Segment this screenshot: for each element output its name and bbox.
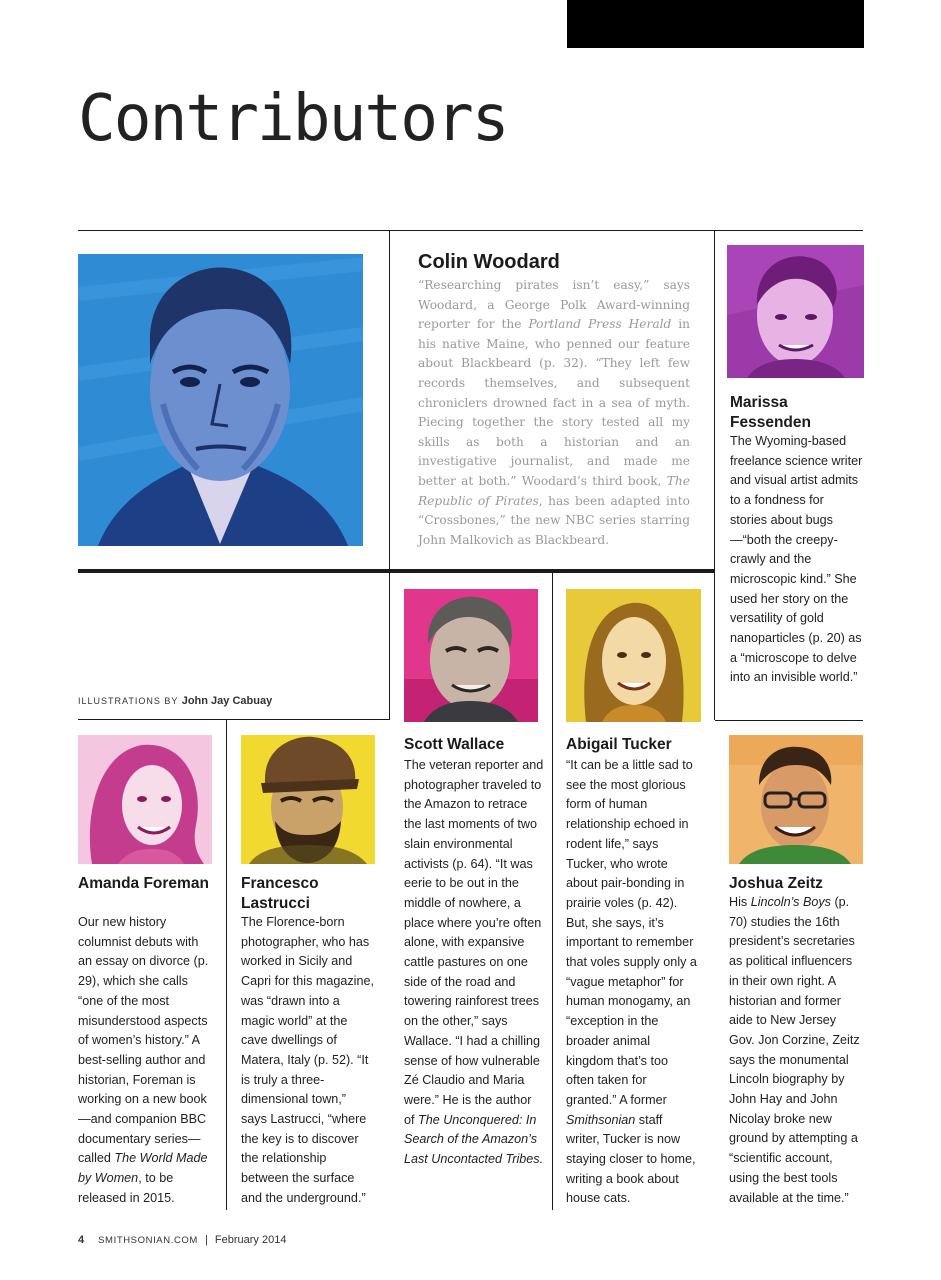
colin-woodard-portrait	[78, 254, 363, 546]
amanda-foreman-name: Amanda Foreman	[78, 875, 209, 892]
joshua-zeitz-portrait	[729, 735, 863, 864]
footer-separator: |	[204, 1234, 208, 1246]
francesco-lastrucci-name: Francesco Lastrucci	[241, 875, 319, 912]
lower-left-rule	[78, 719, 390, 720]
joshua-zeitz-bio: His Lincoln’s Boys (p. 70) studies the 16th president’s secretaries as political influencers in their own right. A historian and former aide to New Jersey Gov. Jon Corzine, Zeitz says the monumental Lincoln biography by John Hay and John Nicolay broke new ground by attempting a “scientific account, using the best tools available at the time.”	[729, 895, 860, 1205]
joshua-zeitz-name: Joshua Zeitz	[729, 875, 823, 892]
scott-wallace-bio: The veteran reporter and photographer traveled to the Amazon to retrace the last moments of two slain environmental activists (p. 64). “It was eerie to be out in the middle of nowhere, a place where you’re often alone, with expansive cattle pastures on one side of the road and towering rainforest trees on the other,” says Wallace. “I had a chilling sense of how vulnerable Zé Claudio and Maria were.” He is the author of The Unconquered: In Search of the Amazon’s Last Uncontacted Tribes.	[404, 758, 544, 1167]
featured-bio: “Researching pirates isn’t easy,” says Woodard, a George Polk Award-winning reporter for the Portland Press Herald in his native Maine, who penned our feature about Blackbeard (p. 32). “They left few records themselves, and subsequent chroniclers drowned fact in a sea of myth. Piecing together the story tested all my skills as both a historian and an investigative journalist, and made me better at both.” Woodard’s third book, The Republic of Pirates, has been adapted into “Crossbones,” the new NBC series starring John Malkovich as Blackbeard.	[418, 278, 691, 547]
feature-thick-rule	[78, 569, 715, 573]
top-rule	[78, 230, 863, 231]
featured-name: Colin Woodard	[418, 251, 560, 273]
page-number: 4	[78, 1234, 85, 1246]
lower-right-rule	[715, 720, 863, 721]
marissa-fessenden-name: Marissa Fessenden	[730, 394, 811, 431]
col-divider-2	[552, 573, 553, 1210]
scott-wallace-name: Scott Wallace	[404, 736, 505, 753]
francesco-lastrucci-bio: The Florence-born photographer, who has worked in Sicily and Capri for this magazine, was “drawn into a magic world” at the cave dwellings of Matera, Italy (p. 52). “It is truly a three-dimensional town,” says Lastrucci, “where the key is to discover the relationship between the surface and the underground.”	[241, 915, 374, 1205]
abigail-tucker-name: Abigail Tucker	[566, 736, 672, 753]
page-title: Contributors	[78, 82, 508, 156]
page-footer	[78, 1234, 286, 1246]
marissa-fessenden-portrait	[727, 245, 864, 378]
illustrations-credit: ILLUSTRATIONS BY John Jay Cabuay	[78, 695, 273, 707]
abigail-tucker-portrait	[566, 589, 701, 722]
feature-right-divider	[714, 230, 715, 720]
amanda-foreman-bio: Our new history columnist debuts with an essay on divorce (p. 29), which she calls “one of the most misunderstood aspects of women’s history.” A best-selling author and historian, Foreman is working on a new book—and companion BBC documentary series—called The World Made by Women, to be released in 2015.	[78, 915, 209, 1205]
marissa-fessenden-bio: The Wyoming-based freelance science writer and visual artist admits to a fondness for stories about bugs—“both the creepy-crawly and the microscopic kind.” She used her story on the versatility of gold nanoparticles (p. 20) as a “microscope to delve into an invisible world.”	[730, 434, 863, 685]
scott-wallace-portrait	[404, 589, 538, 722]
francesco-lastrucci-portrait	[241, 735, 375, 864]
amanda-foreman-portrait	[78, 735, 212, 864]
abigail-tucker-bio: “It can be a little sad to see the most glorious form of human relationship echoed in rodent life,” says Tucker, who wrote about pair-bonding in prairie voles (p. 42). But, she says, it’s important to remember that voles supply only a “vague metaphor” for human monogamy, an “exception in the broader animal kingdom that’s too often taken for granted.” A former Smithsonian staff writer, Tucker is now staying closer to home, writing a book about house cats.	[566, 758, 697, 1206]
feature-left-divider	[389, 230, 390, 720]
footer-issue: February 2014	[214, 1234, 287, 1246]
col-divider-1	[226, 720, 227, 1210]
header-black-bar	[567, 0, 864, 48]
footer-site: SMITHSONIAN.COM	[98, 1235, 198, 1246]
